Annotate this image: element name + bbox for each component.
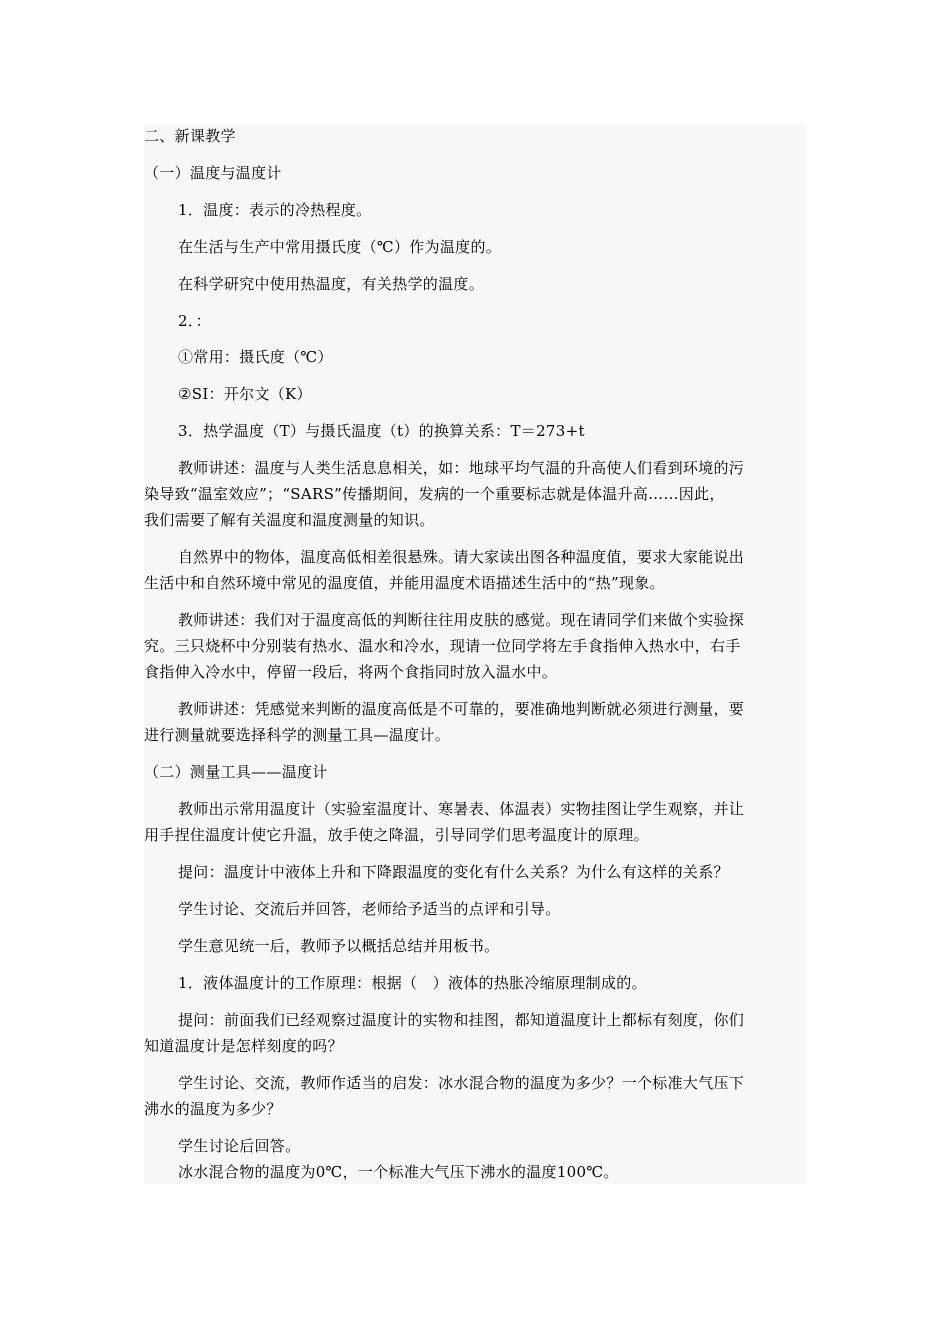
teacher-remark-3-line-2: 进行测量就要选择科学的测量工具—温度计。	[144, 726, 451, 744]
teacher-remark-1-line-1: 教师讲述：温度与人类生活息息相关，如：地球平均气温的升高使人们看到环境的污	[178, 459, 745, 477]
teacher-remark-3-line-1: 教师讲述：凭感觉来判断的温度高低是不可靠的，要准确地判断就必须进行测量，要	[178, 700, 745, 718]
discussion-2-line-1: 学生讨论、交流，教师作适当的启发：冰水混合物的温度为多少？一个标准大气压下	[178, 1074, 745, 1092]
question-1: 提问：温度计中液体上升和下降跟温度的变化有什么关系？为什么有这样的关系？	[178, 863, 729, 881]
nature-paragraph-line-2: 生活中和自然环境中常见的温度值，并能用温度术语描述生活中的“热”现象。	[144, 574, 665, 592]
discussion-3: 学生讨论后回答。	[178, 1137, 301, 1155]
unit-common: ①常用：摄氏度（℃）	[178, 348, 333, 366]
teacher-remark-2-line-2: 究。三只烧杯中分别装有热水、温水和冷水，现请一位同学将左手食指伸入热水中，右手	[144, 637, 741, 655]
working-principle: 1．液体温度计的工作原理：根据（ ）液体的热胀冷缩原理制成的。	[178, 974, 647, 992]
unit-si: ②SI：开尔文（K）	[178, 385, 312, 403]
subsection-title-thermometer: （二）测量工具——温度计	[144, 763, 328, 781]
nature-paragraph-line-1: 自然界中的物体，温度高低相差很悬殊。请大家读出图各种温度值，要求大家能说出	[178, 548, 745, 566]
teacher-remark-2-line-3: 食指伸入冷水中，停留一段后，将两个食指同时放入温水中。	[144, 663, 558, 681]
teacher-remark-2-line-1: 教师讲述：我们对于温度高低的判断往往用皮肤的感觉。现在请同学们来做个实验探	[178, 611, 745, 629]
item-units: 2．：	[178, 312, 211, 330]
paragraph-science-unit: 在科学研究中使用热温度，有关热学的温度。	[178, 275, 485, 293]
paragraph-common-unit: 在生活与生产中常用摄氏度（℃）作为温度的。	[178, 238, 502, 256]
section-title: 二、新课教学	[144, 127, 236, 145]
discussion-1: 学生讨论、交流后并回答，老师给予适当的点评和引导。	[178, 900, 561, 918]
demonstration-line-2: 用手捏住温度计使它升温，放手使之降温，引导同学们思考温度计的原理。	[144, 826, 649, 844]
question-2-line-2: 知道温度计是怎样刻度的吗？	[144, 1037, 343, 1055]
teacher-remark-1-line-3: 我们需要了解有关温度和温度测量的知识。	[144, 511, 435, 529]
discussion-2-line-2: 沸水的温度为多少？	[144, 1100, 282, 1118]
subsection-title-temperature: （一）温度与温度计	[144, 164, 282, 182]
teacher-remark-1-line-2: 染导致“温室效应”；“SARS”传播期间，发病的一个重要标志就是体温升高……因此，	[144, 485, 725, 503]
answer-paragraph: 冰水混合物的温度为0℃，一个标准大气压下沸水的温度100℃。	[178, 1163, 619, 1181]
item-temperature-definition: 1．温度：表示的冷热程度。	[178, 201, 372, 219]
question-2-line-1: 提问：前面我们已经观察过温度计的实物和挂图，都知道温度计上都标有刻度，你们	[178, 1011, 745, 1029]
demonstration-line-1: 教师出示常用温度计（实验室温度计、寒暑表、体温表）实物挂图让学生观察，并让	[178, 800, 745, 818]
item-conversion: 3．热学温度（T）与摄氏温度（t）的换算关系：T＝273+t	[178, 422, 585, 440]
summary-paragraph: 学生意见统一后，教师予以概括总结并用板书。	[178, 937, 500, 955]
